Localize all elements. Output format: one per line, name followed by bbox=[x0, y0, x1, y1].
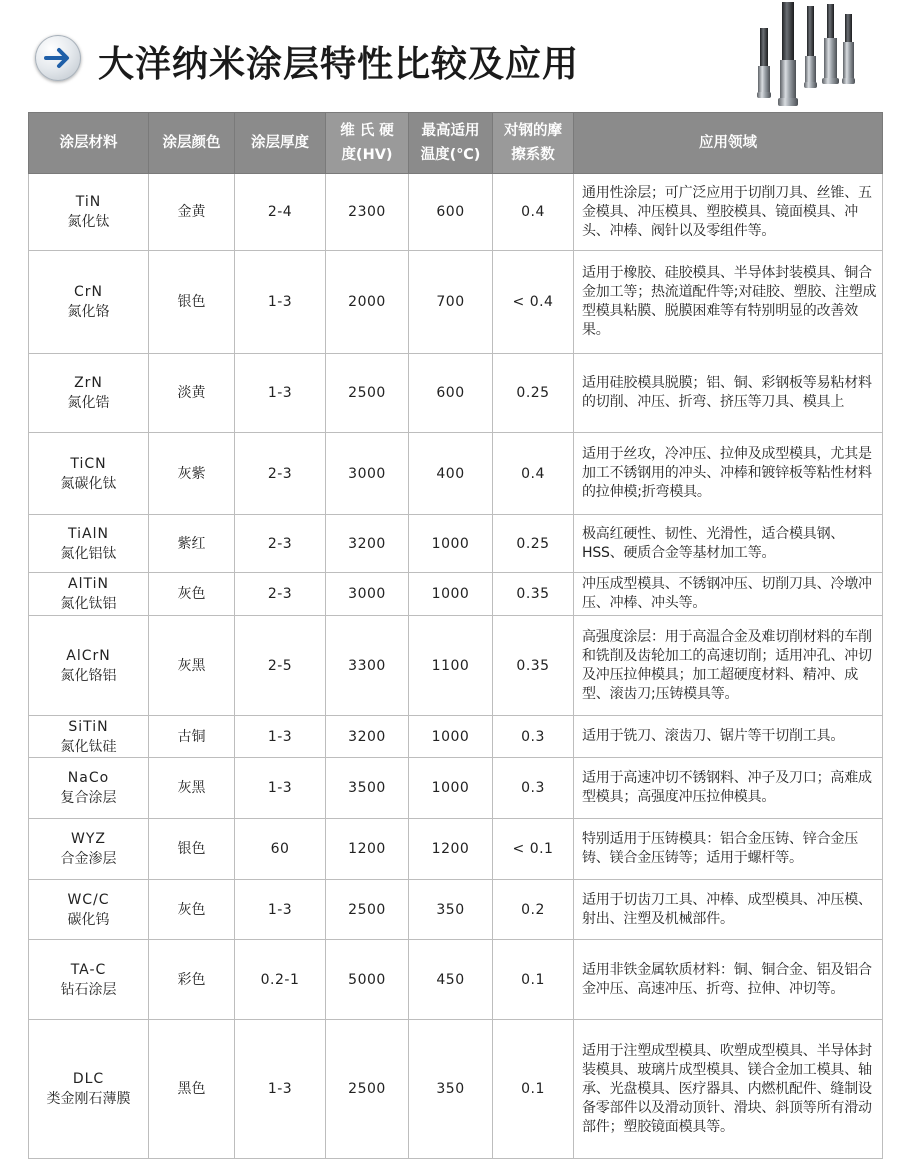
friction-cell: 0.1 bbox=[493, 1020, 574, 1159]
temp-cell: 450 bbox=[409, 940, 493, 1020]
application-cell: 通用性涂层；可广泛应用于切削刀具、丝锥、五金模具、冲压模具、塑胶模具、镜面模具、冲头、冲棒、阀针以及零组件等。 bbox=[574, 174, 883, 251]
material-cell: TiN 氮化钛 bbox=[29, 174, 149, 251]
hardness-cell: 3300 bbox=[326, 616, 409, 716]
temp-cell: 1000 bbox=[409, 515, 493, 573]
application-cell: 适用于高速冲切不锈钢料、冲子及刀口；高难成型模具；高强度冲压拉伸模具。 bbox=[574, 758, 883, 819]
application-cell: 适用硅胶模具脱膜；铝、铜、彩钢板等易粘材料的切削、冲压、折弯、挤压等刀具、模具上 bbox=[574, 354, 883, 433]
application-cell: 适用非铁金属软质材料：铜、铜合金、铝及铝合金冲压、高速冲压、折弯、拉伸、冲切等。 bbox=[574, 940, 883, 1020]
page-header bbox=[0, 0, 910, 112]
color-cell: 灰色 bbox=[149, 573, 235, 616]
table-row bbox=[29, 880, 883, 940]
friction-cell: 0.35 bbox=[493, 573, 574, 616]
header-application: 应用领域 bbox=[574, 113, 883, 174]
application-cell: 适用于注塑成型模具、吹塑成型模具、半导体封装模具、玻璃片成型模具、镁合金加工模具、轴承、光盘模具、医疗器具、内燃机配件、缝制设备零部件以及滑动顶针、滑块、斜顶等所有滑动部件；塑胶镜面模具等。 bbox=[574, 1020, 883, 1159]
table-row bbox=[29, 433, 883, 515]
header-max-temp: 最高适用 温度(℃) bbox=[409, 113, 493, 174]
material-cell: CrN 氮化铬 bbox=[29, 251, 149, 354]
hardness-cell: 2500 bbox=[326, 354, 409, 433]
thickness-cell: 0.2-1 bbox=[235, 940, 326, 1020]
thickness-cell: 2-5 bbox=[235, 616, 326, 716]
header-friction: 对钢的摩 擦系数 bbox=[493, 113, 574, 174]
application-cell: 冲压成型模具、不锈钢冲压、切削刀具、冷墩冲压、冲棒、冲头等。 bbox=[574, 573, 883, 616]
thickness-cell: 1-3 bbox=[235, 251, 326, 354]
table-header-row bbox=[29, 113, 883, 174]
arrow-right-icon bbox=[35, 35, 81, 81]
table-row bbox=[29, 758, 883, 819]
color-cell: 灰黑 bbox=[149, 616, 235, 716]
color-cell: 灰黑 bbox=[149, 758, 235, 819]
thickness-cell: 1-3 bbox=[235, 880, 326, 940]
table-row bbox=[29, 1020, 883, 1159]
hardness-cell: 3200 bbox=[326, 716, 409, 758]
friction-cell: 0.3 bbox=[493, 758, 574, 819]
friction-cell: 0.1 bbox=[493, 940, 574, 1020]
temp-cell: 1000 bbox=[409, 758, 493, 819]
header-hardness: 维 氏 硬 度(HV) bbox=[326, 113, 409, 174]
color-cell: 银色 bbox=[149, 819, 235, 880]
thickness-cell: 1-3 bbox=[235, 758, 326, 819]
temp-cell: 700 bbox=[409, 251, 493, 354]
temp-cell: 1200 bbox=[409, 819, 493, 880]
thickness-cell: 60 bbox=[235, 819, 326, 880]
application-cell: 适用于丝攻，冷冲压、拉伸及成型模具，尤其是加工不锈钢用的冲头、冲棒和镀锌板等粘性材料的拉伸模;折弯模具。 bbox=[574, 433, 883, 515]
color-cell: 紫红 bbox=[149, 515, 235, 573]
thickness-cell: 1-3 bbox=[235, 716, 326, 758]
application-cell: 特别适用于压铸模具：铝合金压铸、锌合金压铸、镁合金压铸等；适用于螺杆等。 bbox=[574, 819, 883, 880]
coating-table bbox=[28, 112, 883, 1159]
material-cell: AlTiN 氮化钛铝 bbox=[29, 573, 149, 616]
friction-cell: 0.4 bbox=[493, 433, 574, 515]
header-thickness: 涂层厚度 bbox=[235, 113, 326, 174]
application-cell: 适用于橡胶、硅胶模具、半导体封装模具、铜合金加工等；热流道配件等;对硅胶、塑胶、注塑成型模具粘膜、脱膜困难等有特别明显的改善效果。 bbox=[574, 251, 883, 354]
material-cell: WYZ 合金渗层 bbox=[29, 819, 149, 880]
temp-cell: 1100 bbox=[409, 616, 493, 716]
hardness-cell: 2300 bbox=[326, 174, 409, 251]
temp-cell: 600 bbox=[409, 174, 493, 251]
hardness-cell: 5000 bbox=[326, 940, 409, 1020]
application-cell: 极高红硬性、韧性、光滑性，适合模具钢、HSS、硬质合金等基材加工等。 bbox=[574, 515, 883, 573]
hardness-cell: 3000 bbox=[326, 433, 409, 515]
material-cell: SiTiN 氮化钛硅 bbox=[29, 716, 149, 758]
table-row bbox=[29, 251, 883, 354]
table-row bbox=[29, 716, 883, 758]
page-title: 大洋纳米涂层特性比较及应用 bbox=[98, 44, 580, 85]
friction-cell: 0.25 bbox=[493, 515, 574, 573]
hardness-cell: 3200 bbox=[326, 515, 409, 573]
friction-cell: 0.2 bbox=[493, 880, 574, 940]
material-cell: AlCrN 氮化铬铝 bbox=[29, 616, 149, 716]
punch-pins-image bbox=[752, 0, 862, 112]
thickness-cell: 2-3 bbox=[235, 433, 326, 515]
material-cell: NaCo 复合涂层 bbox=[29, 758, 149, 819]
application-cell: 适用于铣刀、滚齿刀、锯片等干切削工具。 bbox=[574, 716, 883, 758]
temp-cell: 400 bbox=[409, 433, 493, 515]
hardness-cell: 1200 bbox=[326, 819, 409, 880]
table-row bbox=[29, 940, 883, 1020]
table-row bbox=[29, 354, 883, 433]
friction-cell: < 0.4 bbox=[493, 251, 574, 354]
color-cell: 灰紫 bbox=[149, 433, 235, 515]
friction-cell: < 0.1 bbox=[493, 819, 574, 880]
color-cell: 灰色 bbox=[149, 880, 235, 940]
color-cell: 黑色 bbox=[149, 1020, 235, 1159]
color-cell: 古铜 bbox=[149, 716, 235, 758]
hardness-cell: 2500 bbox=[326, 880, 409, 940]
material-cell: ZrN 氮化锆 bbox=[29, 354, 149, 433]
material-cell: TiAlN 氮化铝钛 bbox=[29, 515, 149, 573]
thickness-cell: 2-4 bbox=[235, 174, 326, 251]
friction-cell: 0.4 bbox=[493, 174, 574, 251]
table-row bbox=[29, 174, 883, 251]
thickness-cell: 1-3 bbox=[235, 1020, 326, 1159]
hardness-cell: 2500 bbox=[326, 1020, 409, 1159]
table-row bbox=[29, 515, 883, 573]
table-row bbox=[29, 616, 883, 716]
hardness-cell: 3500 bbox=[326, 758, 409, 819]
thickness-cell: 2-3 bbox=[235, 515, 326, 573]
thickness-cell: 2-3 bbox=[235, 573, 326, 616]
color-cell: 银色 bbox=[149, 251, 235, 354]
friction-cell: 0.35 bbox=[493, 616, 574, 716]
material-cell: DLC 类金刚石薄膜 bbox=[29, 1020, 149, 1159]
header-material: 涂层材料 bbox=[29, 113, 149, 174]
material-cell: WC/C 碳化钨 bbox=[29, 880, 149, 940]
table-row bbox=[29, 573, 883, 616]
application-cell: 适用于切齿刀工具、冲棒、成型模具、冲压模、射出、注塑及机械部件。 bbox=[574, 880, 883, 940]
temp-cell: 1000 bbox=[409, 573, 493, 616]
color-cell: 彩色 bbox=[149, 940, 235, 1020]
application-cell: 高强度涂层：用于高温合金及难切削材料的车削和铣削及齿轮加工的高速切削；适用冲孔、冲切及冲压拉伸模具；加工超硬度材料、精冲、成型、滚齿刀;压铸模具等。 bbox=[574, 616, 883, 716]
temp-cell: 350 bbox=[409, 880, 493, 940]
temp-cell: 600 bbox=[409, 354, 493, 433]
hardness-cell: 3000 bbox=[326, 573, 409, 616]
material-cell: TA-C 钻石涂层 bbox=[29, 940, 149, 1020]
color-cell: 金黄 bbox=[149, 174, 235, 251]
header-color: 涂层颜色 bbox=[149, 113, 235, 174]
temp-cell: 350 bbox=[409, 1020, 493, 1159]
temp-cell: 1000 bbox=[409, 716, 493, 758]
friction-cell: 0.25 bbox=[493, 354, 574, 433]
table-row bbox=[29, 819, 883, 880]
thickness-cell: 1-3 bbox=[235, 354, 326, 433]
hardness-cell: 2000 bbox=[326, 251, 409, 354]
color-cell: 淡黄 bbox=[149, 354, 235, 433]
arrow-badge bbox=[35, 35, 81, 81]
friction-cell: 0.3 bbox=[493, 716, 574, 758]
material-cell: TiCN 氮碳化钛 bbox=[29, 433, 149, 515]
